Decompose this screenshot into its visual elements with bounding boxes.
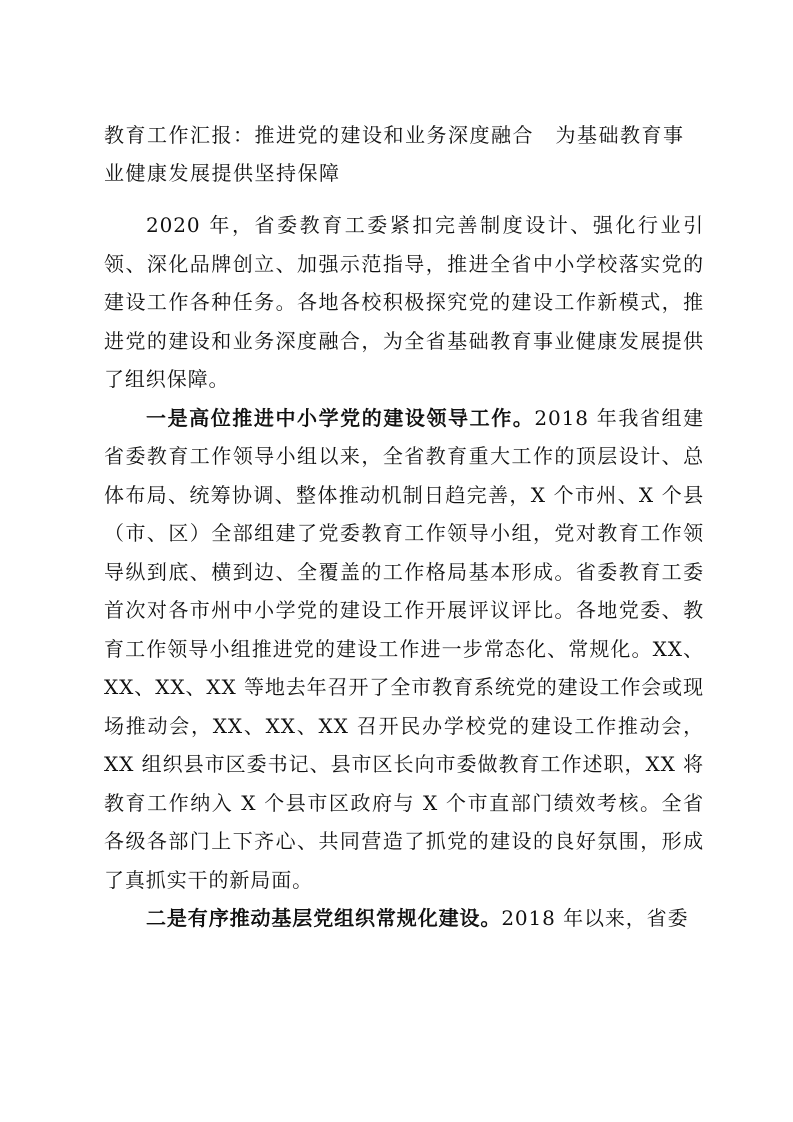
paragraph-text: 2018 年我省组建省委教育工作领导小组以来，全省教育重大工作的顶层设计、总体布局、统筹协调、整体推动机制日趋完善，X 个市州、X 个县（市、区）全部组建了党委教育工作领导小组，党对教育工作领导纵到底、横到边、全覆盖的工作格局基本形成。省委教育工委首次对各市州中小学党的建设工作开展评议评比。各地党委、教育工作领导小组推进党的建设工作进一步常态化、常规化。XX、XX、XX、XX 等地去年召开了全市教育系统党的建设工作会或现场推动会，XX、XX、XX 召开民办学校党的建设工作推动会，XX 组织县市区委书记、县市区长向市委做教育工作述职，XX 将教育工作纳入 X 个县市区政府与 X 个市直部门绩效考核。全省各级各部门上下齐心、共同营造了抓党的建设的良好氛围，形成了真抓实干的新局面。 (104, 405, 704, 892)
paragraph-text: 2020 年，省委教育工委紧扣完善制度设计、强化行业引领、深化品牌创立、加强示范指导，推进全省中小学校落实党的建设工作各种任务。各地各校积极探究党的建设工作新模式，推进党的建设和业务深度融合，为全省基础教育事业健康发展提供了组织保障。 (104, 213, 704, 391)
paragraph-intro (104, 206, 704, 399)
document-body (104, 206, 704, 938)
paragraph-point-one (104, 399, 704, 900)
document-title: 教育工作汇报：推进党的建设和业务深度融合 为基础教育事业健康发展提供坚持保障 (104, 123, 685, 185)
paragraph-point-two (104, 899, 704, 938)
paragraph-lead: 二是有序推动基层党组织常规化建设。 (146, 906, 502, 930)
paragraph-lead: 一是高位推进中小学党的建设领导工作。 (146, 405, 535, 430)
paragraph-text: 2018 年以来，省委 (501, 906, 689, 930)
